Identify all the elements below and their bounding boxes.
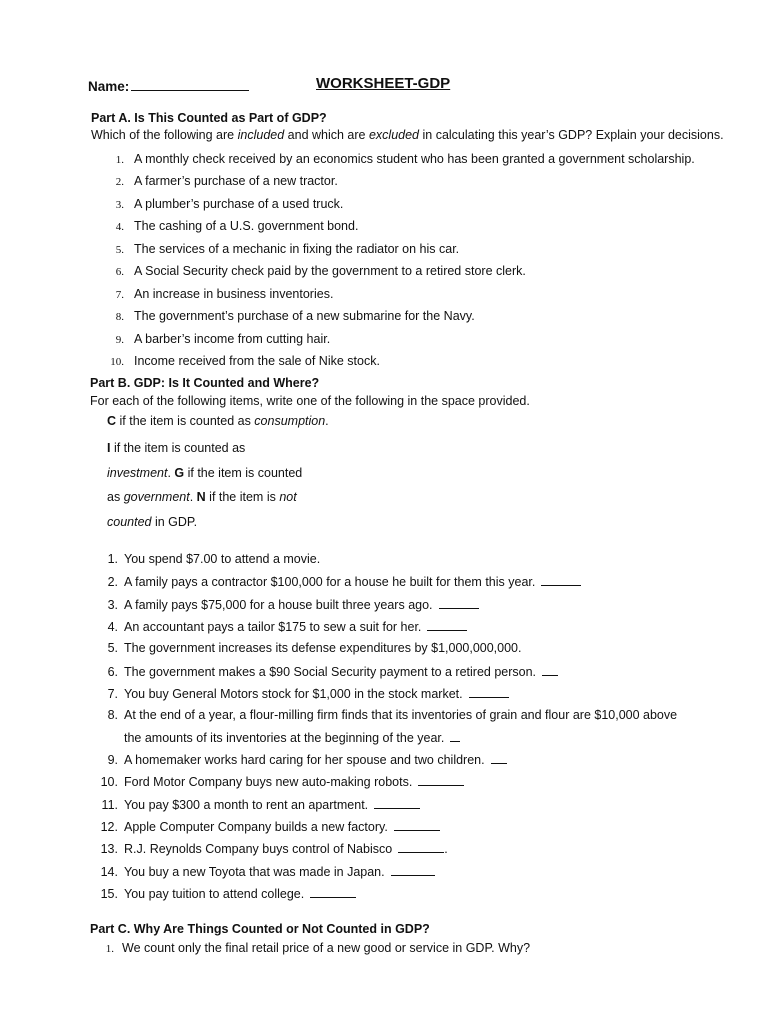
answer-blank[interactable]: [374, 797, 420, 809]
name-label: Name:: [88, 79, 130, 94]
list-item: 4. The cashing of a U.S. government bond.: [115, 219, 359, 233]
list-item: 1. We count only the final retail price of a new good or service in GDP. Why?: [105, 941, 531, 955]
list-item: 3. A family pays $75,000 for a house built three years ago.: [100, 597, 479, 612]
worksheet-title: WORKSHEET-GDP: [316, 75, 451, 92]
list-item: 10. Ford Motor Company buys new auto-making robots.: [100, 774, 464, 789]
list-item: 11. You pay $300 a month to rent an apartment.: [100, 797, 420, 812]
list-item: 3. A plumber’s purchase of a used truck.: [115, 197, 344, 211]
answer-blank[interactable]: [427, 619, 467, 631]
list-item: 8. At the end of a year, a flour-milling firm finds that its inventories of grain and flour are $10,000 above: [107, 708, 678, 722]
list-item: 6. The government makes a $90 Social Security payment to a retired person.: [100, 664, 558, 679]
list-item: 6. A Social Security check paid by the government to a retired store clerk.: [115, 264, 526, 278]
answer-blank[interactable]: [469, 686, 509, 698]
legend-investment: I if the item is counted as: [107, 441, 246, 455]
answer-blank[interactable]: [541, 574, 581, 586]
part-b-heading: Part B. GDP: Is It Counted and Where?: [90, 376, 320, 390]
answer-blank[interactable]: [418, 774, 464, 786]
answer-blank[interactable]: [391, 864, 435, 876]
part-c-heading: Part C. Why Are Things Counted or Not Counted in GDP?: [90, 922, 430, 936]
answer-blank[interactable]: [491, 752, 507, 764]
list-item: 5. The services of a mechanic in fixing the radiator on his car.: [115, 242, 460, 256]
answer-blank[interactable]: [439, 597, 479, 609]
answer-blank[interactable]: [398, 841, 444, 853]
list-item: 5. The government increases its defense expenditures by $1,000,000,000.: [107, 641, 522, 655]
list-item: 1. A monthly check received by an economics student who has been granted a government scholarship.: [115, 152, 695, 166]
answer-blank[interactable]: [542, 664, 558, 676]
list-item: 2. A farmer’s purchase of a new tractor.: [115, 174, 338, 188]
list-item: 14. You buy a new Toyota that was made in Japan.: [100, 864, 435, 879]
legend-government: investment. G if the item is counted: [107, 466, 303, 480]
list-item: 1. You spend $7.00 to attend a movie.: [107, 552, 321, 566]
legend-not-counted: as government. N if the item is not: [107, 490, 297, 504]
answer-blank[interactable]: [450, 730, 460, 742]
list-item: 10. Income received from the sale of Nike stock.: [110, 354, 380, 368]
list-item: 8. The government’s purchase of a new submarine for the Navy.: [115, 309, 475, 323]
list-item: 7. You buy General Motors stock for $1,000 in the stock market.: [100, 686, 509, 701]
name-field: [88, 78, 249, 94]
part-a-heading: Part A. Is This Counted as Part of GDP?: [91, 111, 327, 125]
list-item: 12. Apple Computer Company builds a new factory.: [100, 819, 440, 834]
list-item: 7. An increase in business inventories.: [115, 287, 334, 301]
answer-blank[interactable]: [394, 819, 440, 831]
name-blank-line[interactable]: [131, 78, 249, 91]
list-item: 4. An accountant pays a tailor $175 to sew a suit for her.: [100, 619, 467, 634]
list-item: 9. A homemaker works hard caring for her spouse and two children.: [100, 752, 507, 767]
part-b-instructions: For each of the following items, write one of the following in the space provided.: [90, 394, 530, 408]
legend-not-counted-cont: counted in GDP.: [107, 515, 198, 529]
list-item: 15. You pay tuition to attend college.: [100, 886, 356, 901]
list-item: the amounts of its inventories at the beginning of the year.: [100, 730, 460, 745]
answer-blank[interactable]: [310, 886, 356, 898]
list-item: 9. A barber’s income from cutting hair.: [115, 332, 331, 346]
list-item: 13. R.J. Reynolds Company buys control of Nabisco .: [100, 842, 448, 856]
list-item: 2. A family pays a contractor $100,000 for a house he built for them this year.: [100, 574, 581, 589]
legend-consumption: C if the item is counted as consumption.: [107, 414, 329, 428]
part-a-instructions: Which of the following are included and which are excluded in calculating this year’s GDP? Explain your decisions.: [91, 128, 724, 142]
